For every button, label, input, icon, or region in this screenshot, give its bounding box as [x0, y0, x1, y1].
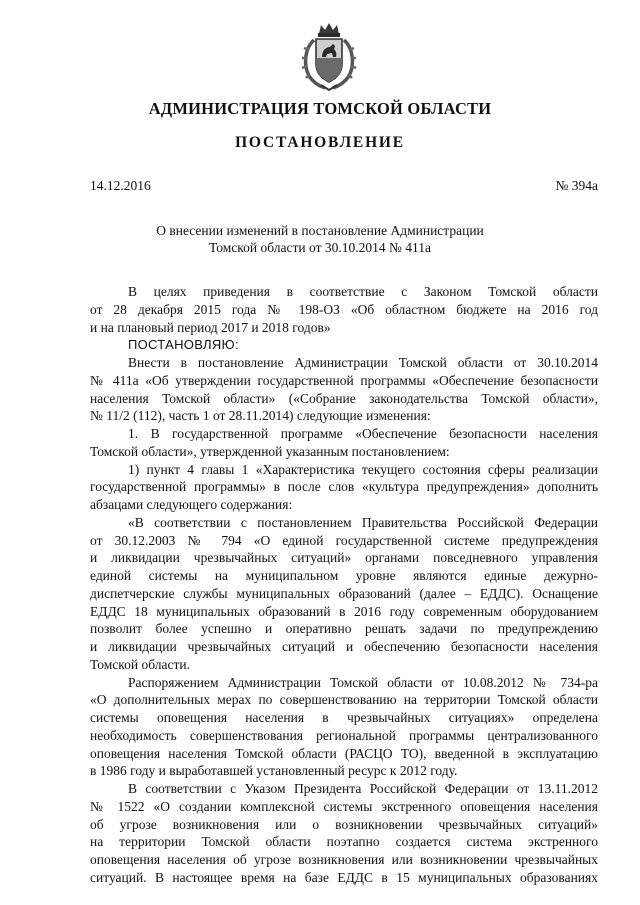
body-line: В соответствии с Указом Президента Российской Федерации от 13.11.2012	[128, 781, 598, 796]
body-line: «В соответствии с постановлением Правительства Российской Федерации	[128, 514, 598, 530]
body-line: и ликвидации чрезвычайных ситуаций» органами повседневного управления	[90, 550, 598, 566]
subject-line: О внесении изменений в постановление Администрации	[156, 223, 484, 238]
coat-of-arms-emblem	[297, 20, 361, 92]
body-line: 1. В государственной программе «Обеспечение безопасности населения	[128, 426, 598, 441]
body-line: ситуаций. В настоящее время на базе ЕДДС в 15 муниципальных образованиях	[90, 869, 598, 885]
body-line: Распоряжением Администрации Томской области от 10.08.2012 № 734-ра	[128, 674, 598, 690]
body-line: от 28 декабря 2015 года № 198-ОЗ «Об областном бюджете на 2016 год	[90, 301, 598, 317]
body-line: единой системы на муниципальном уровне являются единые дежурно-	[90, 568, 598, 583]
body-line: Томской области.	[90, 656, 190, 672]
body-line: ЕДДС 18 муниципальных образований в 2016 году современным оборудованием	[90, 603, 598, 619]
body-line: системы оповещения населения в чрезвычайных ситуациях» определена	[90, 710, 598, 725]
document-subject	[0, 222, 640, 256]
document-body	[90, 283, 598, 887]
body-line: оповещения населения Томской области (РАСЦО ТО), введенной в эксплуатацию	[90, 745, 598, 761]
organization-name: АДМИНИСТРАЦИЯ ТОМСКОЙ ОБЛАСТИ	[148, 99, 492, 118]
document-number: № 394а	[555, 178, 598, 193]
body-line: абзацами следующего содержания:	[90, 497, 293, 512]
body-line: государственной программы» в после слов «культура предупреждения» дополнить	[90, 479, 598, 495]
body-line: необходимость совершенствования региональной программы централизованного	[90, 727, 598, 743]
body-line-resolve: ПОСТАНОВЛЯЮ:	[128, 337, 239, 353]
body-line: на территории Томской области поэтапно создается система экстренного	[90, 834, 598, 850]
document-date: 14.12.2016	[90, 178, 151, 193]
body-line: «О дополнительных мерах по совершенствованию на территории Томской области	[90, 692, 598, 708]
body-line: от 30.12.2003 № 794 «О единой государственной системе предупреждения	[90, 532, 598, 548]
body-line: и на плановый период 2017 и 2018 годов»	[90, 319, 331, 335]
body-line: оповещения населения об угрозе возникновения или возникновении чрезвычайных	[90, 852, 598, 867]
body-line: Внести в постановление Администрации Томской области от 30.10.2014	[128, 355, 598, 370]
body-line: позволит более успешно и оперативно решать задачи по предупреждению	[90, 621, 598, 637]
body-line: 1) пункт 4 главы 1 «Характеристика текущего состояния сферы реализации	[128, 461, 598, 477]
body-line: № 1522 «О создании комплексной системы экстренного оповещения населения	[90, 798, 598, 814]
body-line: населения Томской области» («Собрание законодательства Томской области»,	[90, 390, 598, 406]
body-line: в 1986 году и выработавшей установленный ресурс к 2012 году.	[90, 763, 458, 779]
body-line: № 411а «Об утверждении государственной программы «Обеспечение безопасности	[90, 372, 598, 388]
body-line: В целях приведения в соответствие с Законом Томской области	[128, 284, 598, 299]
body-line: Томской области», утвержденной указанным постановлением:	[90, 443, 450, 459]
body-line: и ликвидации чрезвычайных ситуаций и обеспечению безопасности населения	[90, 639, 598, 654]
subject-line: Томской области от 30.10.2014 № 411а	[209, 240, 431, 255]
body-line: об угрозе возникновения или о возникновении чрезвычайных ситуаций»	[90, 816, 598, 832]
document-type: ПОСТАНОВЛЕНИЕ	[235, 134, 405, 151]
body-line: № 11/2 (112), часть 1 от 28.11.2014) следующие изменения:	[90, 408, 431, 424]
body-line: диспетчерские службы муниципальных образований (далее – ЕДДС). Оснащение	[90, 585, 598, 601]
